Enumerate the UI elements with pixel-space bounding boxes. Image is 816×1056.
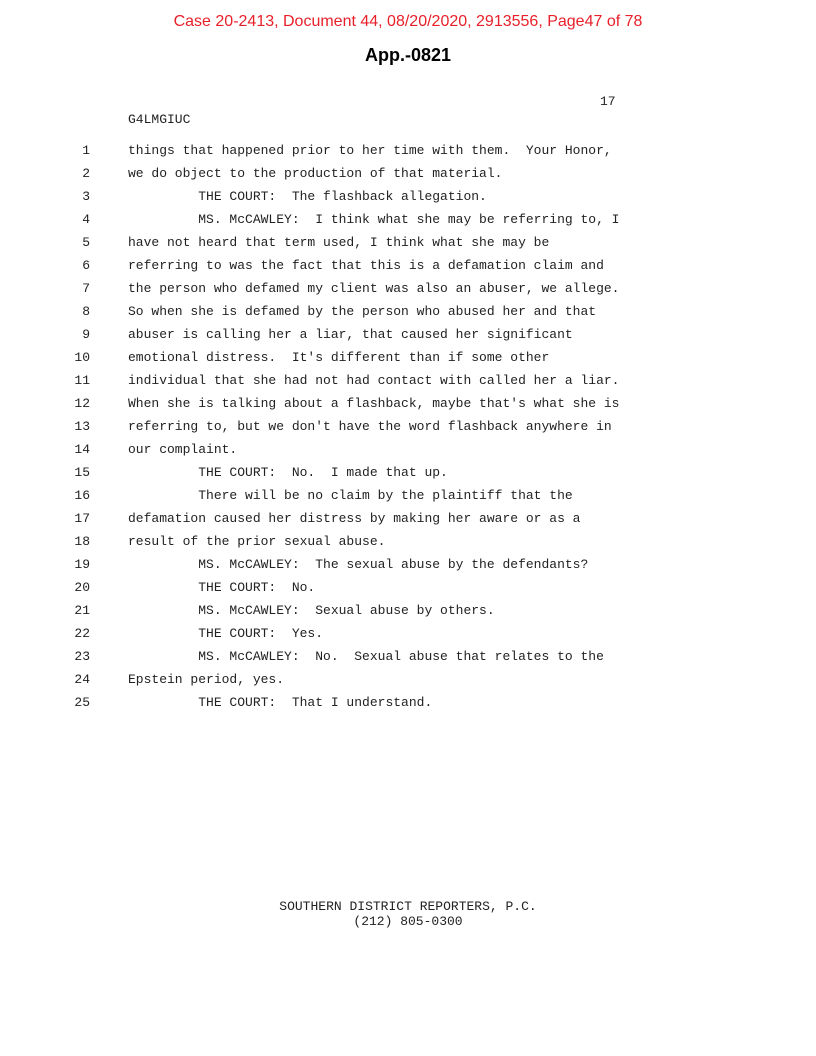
transcript-code: G4LMGIUC: [128, 112, 191, 127]
line-number: 15: [74, 465, 90, 480]
line-text: THE COURT: No. I made that up.: [128, 465, 448, 480]
line-text: THE COURT: Yes.: [128, 626, 324, 641]
line-text: the person who defamed my client was also an abuser, we allege.: [128, 281, 620, 296]
line-number: 19: [74, 557, 90, 572]
transcript-line: [0, 603, 816, 626]
transcript-page-number: 17: [600, 94, 616, 109]
transcript-line: [0, 166, 816, 189]
line-number: 1: [82, 143, 90, 158]
transcript-line: [0, 488, 816, 511]
transcript-line: [0, 511, 816, 534]
transcript-line: [0, 327, 816, 350]
line-text: THE COURT: No.: [128, 580, 316, 595]
transcript-line: [0, 695, 816, 718]
transcript-lines: [0, 143, 816, 718]
line-text: THE COURT: The flashback allegation.: [128, 189, 487, 204]
line-number: 23: [74, 649, 90, 664]
line-text: referring to was the fact that this is a defamation claim and: [128, 258, 604, 273]
line-text: There will be no claim by the plaintiff that the: [128, 488, 573, 503]
transcript-line: [0, 396, 816, 419]
transcript-line: [0, 189, 816, 212]
transcript-line: [0, 672, 816, 695]
transcript-line: [0, 649, 816, 672]
line-number: 14: [74, 442, 90, 457]
line-number: 21: [74, 603, 90, 618]
transcript-line: [0, 419, 816, 442]
line-text: we do object to the production of that material.: [128, 166, 503, 181]
footer-reporter-name: SOUTHERN DISTRICT REPORTERS, P.C.: [279, 899, 537, 914]
case-header: Case 20-2413, Document 44, 08/20/2020, 2913556, Page47 of 78: [173, 13, 643, 30]
line-text: MS. McCAWLEY: No. Sexual abuse that relates to the: [128, 649, 604, 664]
line-text: MS. McCAWLEY: I think what she may be referring to, I: [128, 212, 620, 227]
transcript-line: [0, 442, 816, 465]
transcript-line: [0, 580, 816, 603]
line-number: 9: [82, 327, 90, 342]
transcript-line: [0, 258, 816, 281]
line-text: defamation caused her distress by making her aware or as a: [128, 511, 581, 526]
appendix-page-number: App.-0821: [364, 45, 452, 65]
line-number: 24: [74, 672, 90, 687]
transcript-line: [0, 626, 816, 649]
line-text: THE COURT: That I understand.: [128, 695, 433, 710]
line-number: 2: [82, 166, 90, 181]
line-text: So when she is defamed by the person who abused her and that: [128, 304, 597, 319]
line-number: 13: [74, 419, 90, 434]
transcript-line: [0, 557, 816, 580]
line-number: 10: [74, 350, 90, 365]
line-text: abuser is calling her a liar, that caused her significant: [128, 327, 573, 342]
transcript-line: [0, 281, 816, 304]
line-number: 7: [82, 281, 90, 296]
line-number: 16: [74, 488, 90, 503]
transcript-line: [0, 304, 816, 327]
line-number: 3: [82, 189, 90, 204]
line-number: 6: [82, 258, 90, 273]
line-text: referring to, but we don't have the word flashback anywhere in: [128, 419, 612, 434]
line-text: our complaint.: [128, 442, 238, 457]
transcript-line: [0, 143, 816, 166]
transcript-line: [0, 350, 816, 373]
transcript-line: [0, 235, 816, 258]
line-text: things that happened prior to her time with them. Your Honor,: [128, 143, 612, 158]
transcript-line: [0, 465, 816, 488]
line-text: Epstein period, yes.: [128, 672, 285, 687]
line-text: MS. McCAWLEY: The sexual abuse by the defendants?: [128, 557, 589, 572]
line-number: 20: [74, 580, 90, 595]
line-text: result of the prior sexual abuse.: [128, 534, 386, 549]
line-number: 8: [82, 304, 90, 319]
line-text: emotional distress. It's different than if some other: [128, 350, 550, 365]
line-number: 18: [74, 534, 90, 549]
line-text: have not heard that term used, I think what she may be: [128, 235, 550, 250]
transcript-line: [0, 212, 816, 235]
transcript-line: [0, 534, 816, 557]
line-number: 25: [74, 695, 90, 710]
line-text: individual that she had not had contact with called her a liar.: [128, 373, 620, 388]
line-text: When she is talking about a flashback, maybe that's what she is: [128, 396, 620, 411]
line-text: MS. McCAWLEY: Sexual abuse by others.: [128, 603, 495, 618]
line-number: 11: [74, 373, 90, 388]
line-number: 22: [74, 626, 90, 641]
line-number: 4: [82, 212, 90, 227]
line-number: 5: [82, 235, 90, 250]
footer-phone-number: (212) 805-0300: [353, 914, 463, 929]
line-number: 17: [74, 511, 90, 526]
line-number: 12: [74, 396, 90, 411]
transcript-line: [0, 373, 816, 396]
